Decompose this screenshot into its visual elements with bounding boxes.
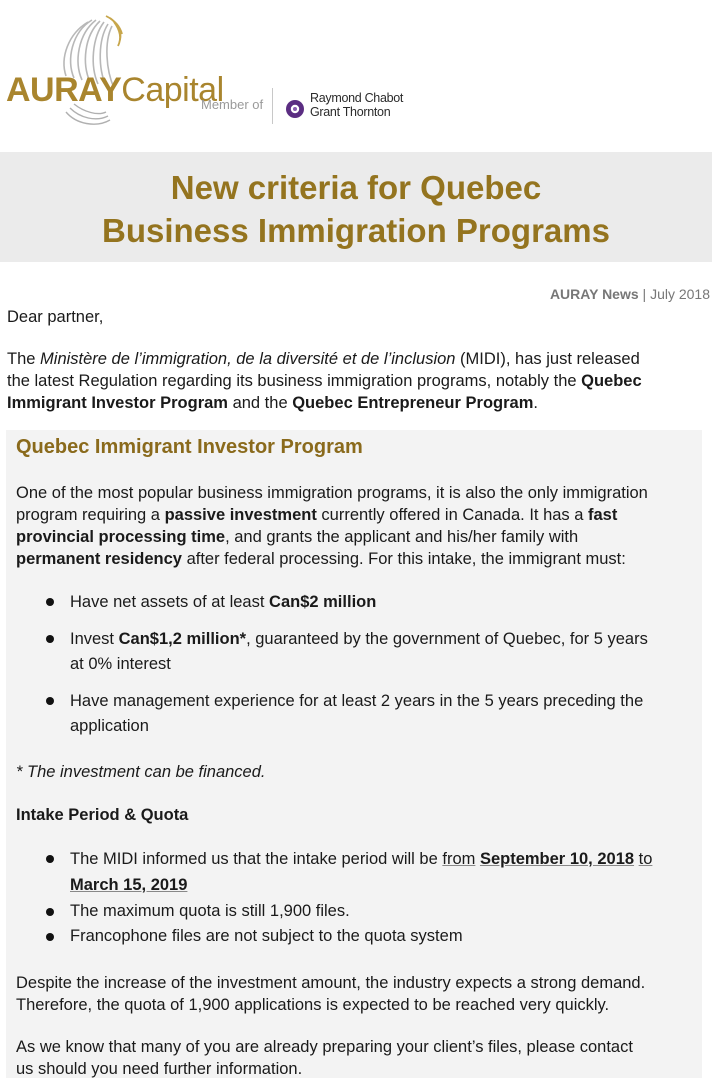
page-title-line-1: New criteria for Quebec bbox=[170, 169, 542, 206]
program-description bbox=[16, 482, 648, 504]
rcgt-partner-name bbox=[310, 91, 403, 119]
page-title-line-2: Business Immigration Programs bbox=[102, 212, 610, 249]
logo-bold-text: AURAY bbox=[6, 71, 122, 109]
description-bold: provincial processing time bbox=[16, 528, 226, 546]
requirement-item bbox=[70, 627, 648, 652]
greeting: Dear partner, bbox=[7, 308, 104, 326]
requirement-text: Invest bbox=[70, 630, 119, 648]
intro-paragraph bbox=[7, 348, 707, 414]
newsletter-header bbox=[0, 0, 712, 152]
intro-text: . bbox=[533, 394, 538, 412]
investor-program-section bbox=[6, 430, 702, 1078]
description-bold: permanent residency bbox=[16, 550, 182, 568]
intro-text: The bbox=[7, 350, 41, 368]
bullet-icon bbox=[46, 635, 54, 643]
intake-text: The MIDI informed us that the intake period will be bbox=[70, 850, 443, 868]
requirement-text: Have net assets of at least bbox=[70, 593, 270, 611]
program-name: Quebec bbox=[581, 372, 642, 390]
title-band bbox=[0, 152, 712, 262]
contact-paragraph: As we know that many of you are already preparing your client’s files, please contact bbox=[16, 1038, 633, 1056]
section-heading: Quebec Immigrant Investor Program bbox=[16, 436, 363, 458]
partner-line-2: Grant Thornton bbox=[310, 105, 391, 119]
requirement-item-continued: at 0% interest bbox=[70, 655, 171, 673]
description-text: program requiring a bbox=[16, 506, 165, 524]
rcgt-logo-icon bbox=[285, 99, 305, 119]
ministry-name: Ministère de l’immigration, de la diversité et de l’inclusion bbox=[40, 350, 456, 368]
intake-link-text: from bbox=[442, 850, 476, 868]
bullet-icon bbox=[46, 908, 54, 916]
news-separator: | bbox=[638, 286, 651, 302]
program-description bbox=[16, 526, 578, 548]
member-of-label: Member of bbox=[201, 97, 264, 112]
news-source-line bbox=[550, 286, 710, 302]
partner-line-1: Raymond Chabot bbox=[310, 91, 404, 105]
auray-capital-wordmark bbox=[6, 70, 224, 110]
footnote: * The investment can be financed. bbox=[16, 763, 266, 781]
program-description bbox=[16, 504, 617, 526]
intake-heading: Intake Period & Quota bbox=[16, 806, 189, 824]
intro-text: (MIDI), has just released bbox=[455, 350, 640, 368]
requirement-bold: Can$1,2 million* bbox=[118, 630, 247, 648]
requirement-text: , guaranteed by the government of Quebec, for 5 years bbox=[246, 630, 648, 648]
bullet-icon bbox=[46, 598, 54, 606]
bullet-icon bbox=[46, 855, 54, 863]
requirement-item-continued: application bbox=[70, 717, 149, 735]
requirement-bold: Can$2 million bbox=[269, 593, 377, 611]
demand-paragraph: Therefore, the quota of 1,900 applications is expected to be reached very quickly. bbox=[16, 996, 610, 1014]
contact-paragraph: us should you need further information. bbox=[16, 1060, 303, 1078]
intro-text: and the bbox=[227, 394, 293, 412]
intake-item-continued bbox=[70, 873, 187, 898]
requirement-item bbox=[70, 590, 376, 615]
demand-paragraph: Despite the increase of the investment amount, the industry expects a strong demand. bbox=[16, 974, 646, 992]
description-bold: passive investment bbox=[164, 506, 317, 524]
intake-item bbox=[70, 847, 652, 872]
bullet-icon bbox=[46, 697, 54, 705]
news-date: July 2018 bbox=[650, 286, 710, 302]
bullet-icon bbox=[46, 933, 54, 941]
logo-light-text: Capital bbox=[121, 71, 224, 109]
intake-link-text: to bbox=[638, 850, 653, 868]
intake-end-date: March 15, 2019 bbox=[70, 876, 188, 894]
intro-text: the latest Regulation regarding its business immigration programs, notably the bbox=[7, 372, 582, 390]
intake-item: Francophone files are not subject to the quota system bbox=[70, 927, 463, 945]
description-text: after federal processing. For this intake, the immigrant must: bbox=[181, 550, 626, 568]
description-bold: fast bbox=[588, 506, 618, 524]
header-divider bbox=[272, 88, 273, 124]
program-name: Immigrant Investor Program bbox=[7, 394, 228, 412]
requirement-item: Have management experience for at least 2 years in the 5 years preceding the bbox=[70, 692, 644, 710]
program-name: Quebec Entrepreneur Program bbox=[292, 394, 534, 412]
news-source: AURAY News bbox=[549, 286, 639, 302]
intake-start-date: September 10, 2018 bbox=[479, 850, 635, 868]
program-description bbox=[16, 548, 626, 570]
description-text: currently offered in Canada. It has a bbox=[316, 506, 589, 524]
intake-item: The maximum quota is still 1,900 files. bbox=[70, 902, 350, 920]
description-text: , and grants the applicant and his/her family with bbox=[225, 528, 579, 546]
description-text: One of the most popular business immigration programs, it is also the only immigration bbox=[16, 484, 648, 502]
